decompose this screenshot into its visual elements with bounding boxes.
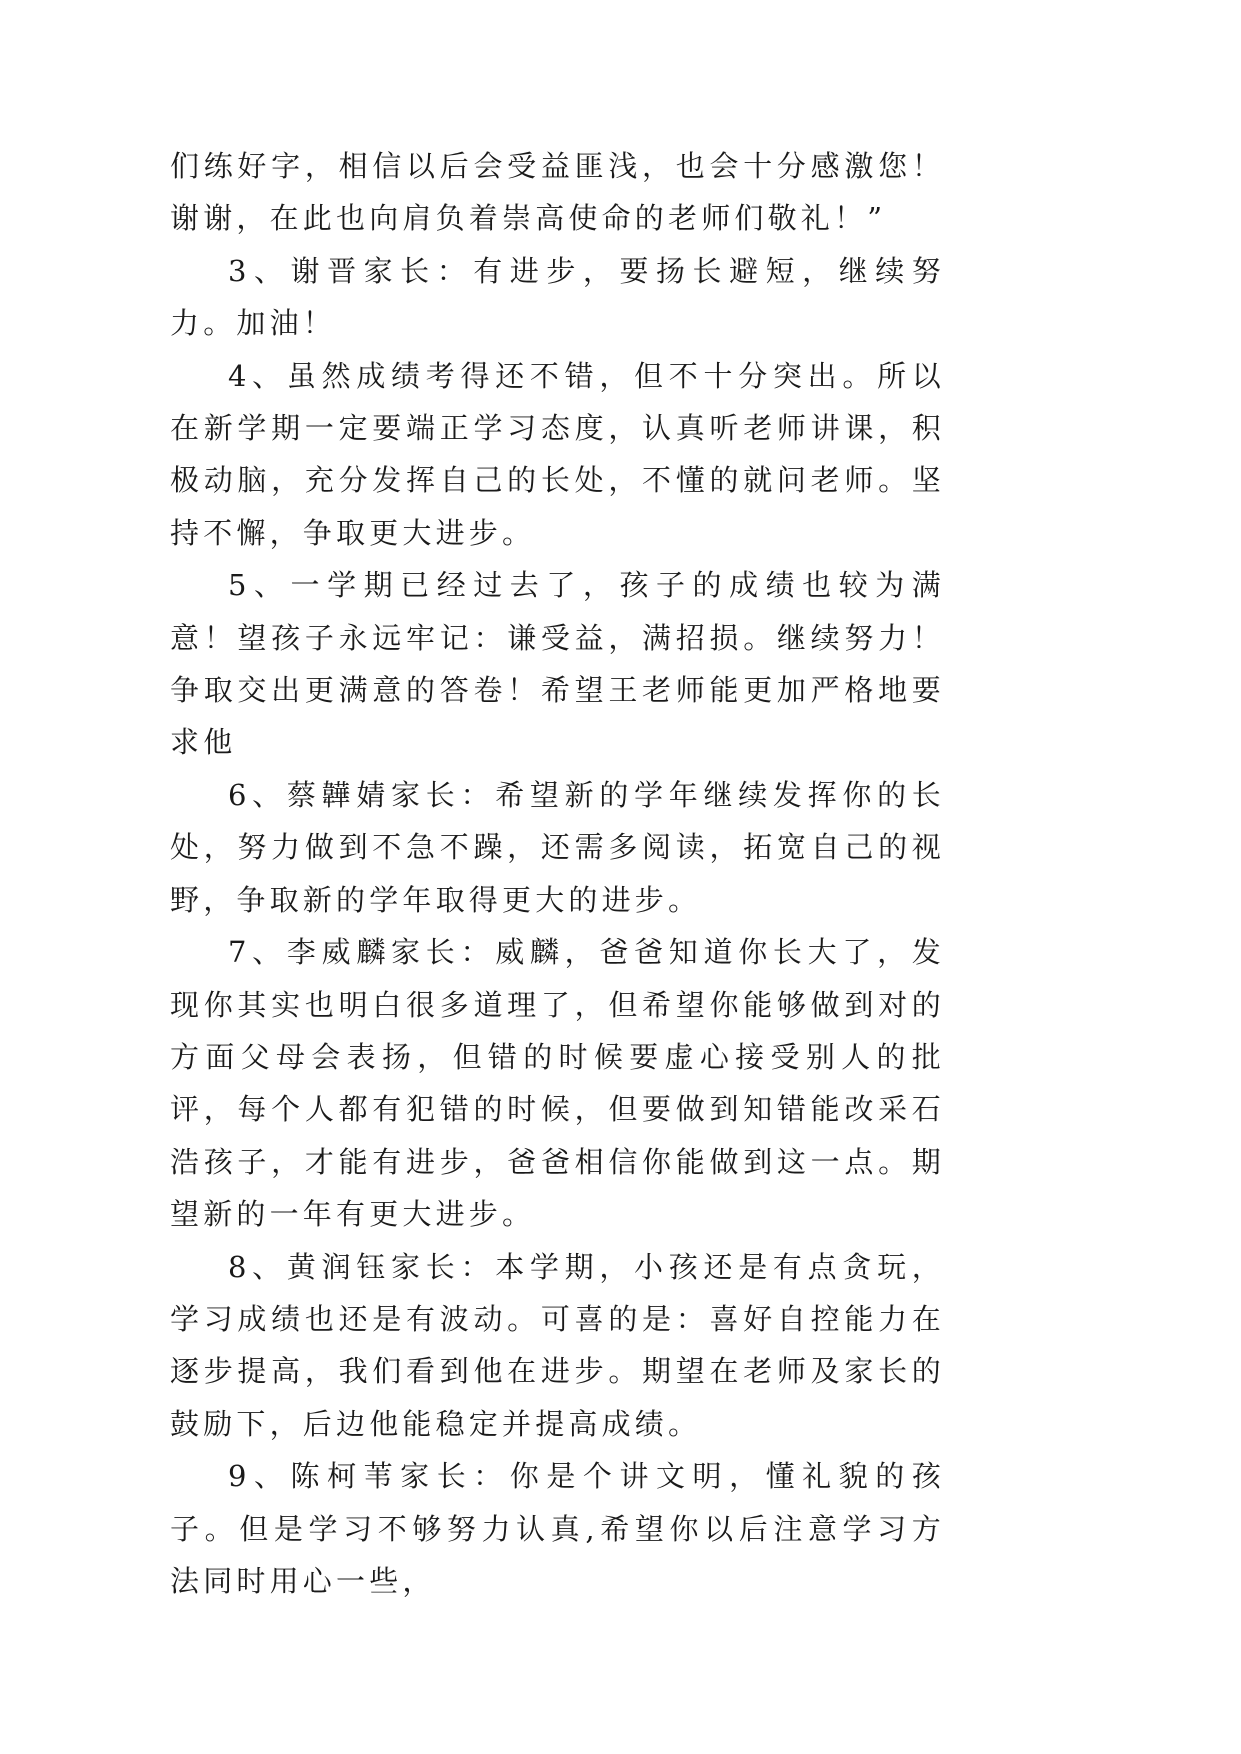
paragraph-continuation: 们练好字，相信以后会受益匪浅，也会十分感激您！谢谢，在此也向肩负着崇高使命的老师们敬礼！”: [170, 149, 945, 236]
paragraph-item-3: 3、谢晋家长：有进步，要扬长避短，继续努力。加油！: [170, 253, 945, 341]
paragraph-item-8: 8、黄润钰家长：本学期，小孩还是有点贪玩，学习成绩也还是有波动。可喜的是：喜好自控能力在逐步提高，我们看到他在进步。期望在老师及家长的鼓励下，后边他能稳定并提高成绩。: [170, 1249, 945, 1441]
document-body: [170, 140, 945, 1607]
paragraph-item-6: 6、蔡韡婧家长：希望新的学年继续发挥你的长处，努力做到不急不躁，还需多阅读，拓宽自己的视野，争取新的学年取得更大的进步。: [170, 777, 945, 917]
paragraph-item-5: 5、一学期已经过去了，孩子的成绩也较为满意！望孩子永远牢记：谦受益，满招损。继续努力！争取交出更满意的答卷！希望王老师能更加严格地要求他: [170, 568, 945, 760]
paragraph-item-7: 7、李威麟家长：威麟，爸爸知道你长大了，发现你其实也明白很多道理了，但希望你能够做到对的方面父母会表扬，但错的时候要虚心接受别人的批评，每个人都有犯错的时候，但要做到知错能改采石浩孩子，才能有进步，爸爸相信你能做到这一点。期望新的一年有更大进步。: [170, 935, 945, 1232]
paragraph-item-9: 9、陈柯苇家长：你是个讲文明，懂礼貌的孩子。但是学习不够努力认真,希望你以后注意学习方法同时用心一些，: [170, 1459, 945, 1598]
paragraph-item-4: 4、虽然成绩考得还不错，但不十分突出。所以在新学期一定要端正学习态度，认真听老师讲课，积极动脑，充分发挥自己的长处，不懂的就问老师。坚持不懈，争取更大进步。: [170, 358, 945, 550]
